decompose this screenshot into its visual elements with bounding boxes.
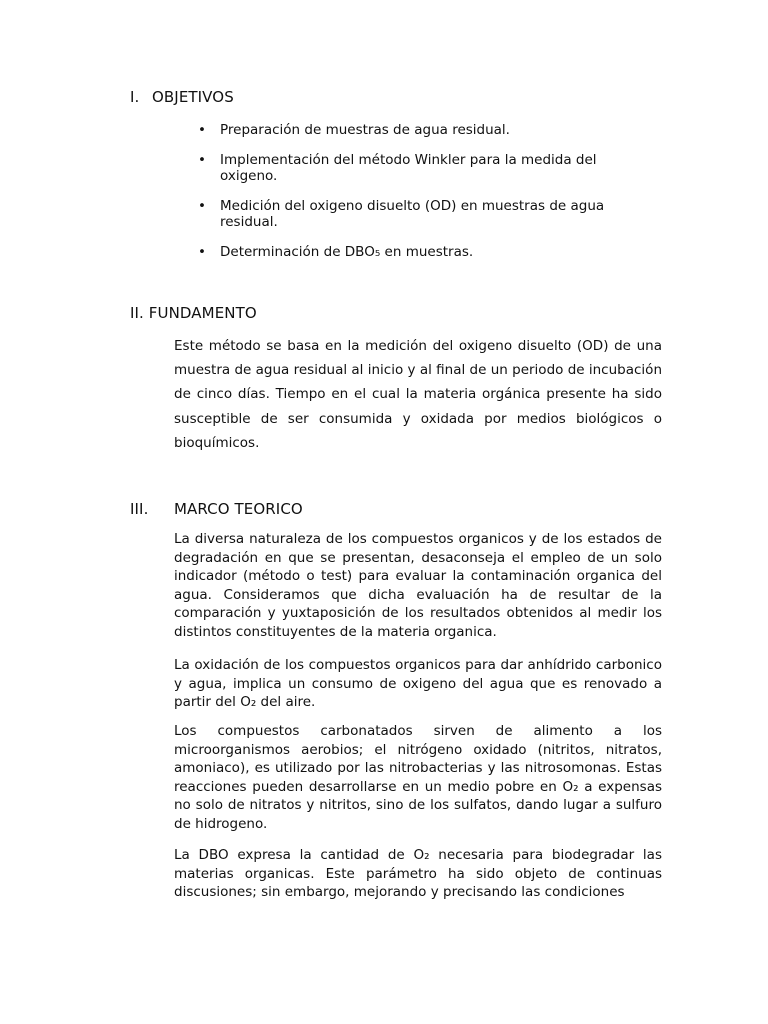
list-item: [198, 244, 628, 260]
objectives-list: [198, 122, 628, 274]
section-number: III.: [130, 500, 149, 518]
marco-teorico-paragraph: La DBO expresa la cantidad de O₂ necesaria para biodegradar las materias organicas. Este parámetro ha sido objeto de continuas discusiones; sin embargo, mejorando y precisando las condiciones: [174, 847, 662, 901]
section-title: MARCO TEORICO: [174, 500, 303, 518]
marco-teorico-paragraph: La oxidación de los compuestos organicos para dar anhídrido carbonico y agua, implica un consumo de oxigeno del agua que es renovado a partir del O₂ del aire.: [174, 657, 662, 711]
bullet-icon: •: [198, 122, 206, 138]
marco-teorico-paragraph: La diversa naturaleza de los compuestos organicos y de los estados de degradación en que se presentan, desaconseja el empleo de un solo indicador (método o test) para evaluar la contaminación organica del agua. Consideramos que dicha evaluación ha de resultar de la comparación y yuxtaposición de los resultados obtenidos al medir los distintos constituyentes de la materia organica.: [174, 531, 662, 640]
list-item-text: Determinación de DBO₅ en muestras.: [220, 244, 474, 260]
fundamento-paragraph: Este método se basa en la medición del oxigeno disuelto (OD) de una muestra de agua residual al inicio y al final de un periodo de incubación de cinco días. Tiempo en el cual la materia orgánica presente ha sido susceptible de ser consumida y oxidada por medios biológicos o bioquímicos.: [174, 338, 662, 451]
list-item-text: Implementación del método Winkler para la medida del oxigeno.: [220, 152, 597, 184]
section-heading-objetivos: [130, 88, 234, 106]
section-title: OBJETIVOS: [152, 88, 234, 106]
list-item-text: Preparación de muestras de agua residual.: [220, 122, 510, 138]
bullet-icon: •: [198, 244, 206, 260]
section-heading-fundamento: [130, 304, 257, 322]
marco-teorico-paragraph: Los compuestos carbonatados sirven de alimento a los microorganismos aerobios; el nitrógeno oxidado (nitritos, nitratos, amoniaco), es utilizado por las nitrobacterias y las nitrosomonas. Estas reacciones pueden desarrollarse en un medio pobre en O₂ a expensas no solo de nitratos y nitritos, sino de los sulfatos, dando lugar a sulfuro de hidrogeno.: [174, 723, 662, 832]
section-title: FUNDAMENTO: [148, 304, 257, 322]
section-number: II.: [130, 304, 144, 322]
bullet-icon: •: [198, 198, 206, 214]
list-item: [198, 152, 628, 184]
section-heading-marco-teorico: [130, 500, 303, 518]
list-item: [198, 122, 628, 138]
list-item: [198, 198, 628, 230]
list-item-text: Medición del oxigeno disuelto (OD) en muestras de agua residual.: [220, 198, 605, 230]
section-number: I.: [130, 88, 140, 106]
bullet-icon: •: [198, 152, 206, 168]
